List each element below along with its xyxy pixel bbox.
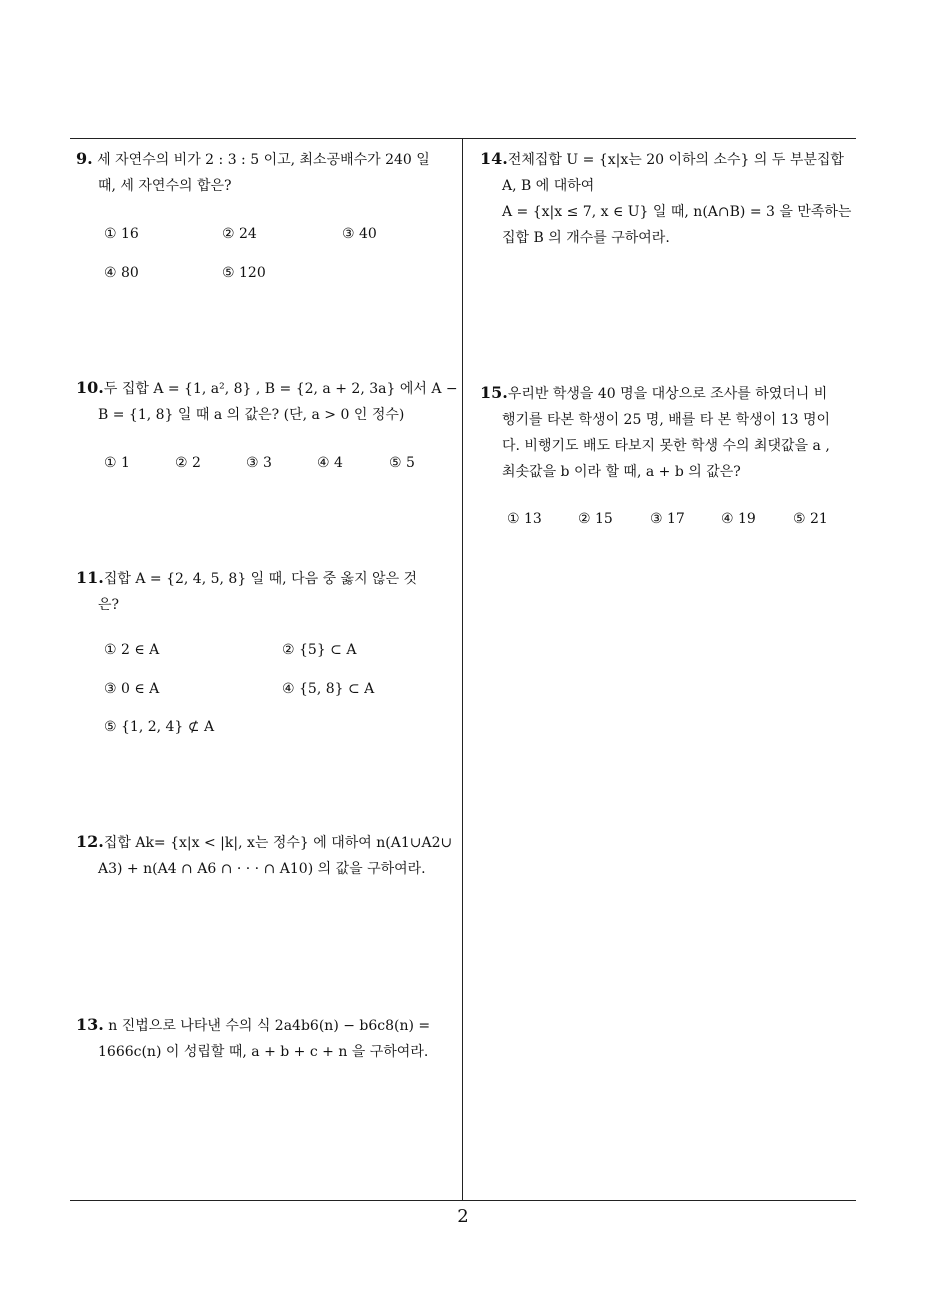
question-13 [76,1012,458,1065]
question-number: 9. [76,149,93,168]
question-12 [76,829,458,882]
question-number: 11. [76,568,104,587]
question-14 [480,146,860,251]
option-3: ③ 40 [342,226,377,242]
option-4: ④ 4 [317,455,343,471]
question-text: 집합 A = {2, 4, 5, 8} 일 때, 다음 중 옳지 않은 것 [103,571,418,587]
bottom-rule [70,1200,856,1201]
question-text: A, B 에 대하여 [502,178,595,194]
question-text: n 진법으로 나타낸 수의 식 2a4b6(n) − b6c8(n) = [108,1018,431,1034]
top-rule [70,138,856,139]
question-text: 은? [98,597,120,613]
question-text: 때, 세 자연수의 합은? [98,178,232,194]
option-1: ① 2 ∈ A [104,642,160,658]
option-2: ② 24 [222,226,257,242]
question-text: 최솟값을 b 이라 할 때, a + b 의 값은? [502,464,741,480]
option-3: ③ 3 [246,455,272,471]
question-text: 전체집합 U = {x|x는 20 이하의 소수} 의 두 부분집합 [507,152,844,168]
question-text: 집합 Ak= {x|x < |k|, x는 정수} 에 대하여 n(A1∪A2∪ [103,835,453,851]
option-4: ④ {5, 8} ⊂ A [282,681,375,697]
question-text: A3) + n(A4 ∩ A6 ∩ · · · ∩ A10) 의 값을 구하여라. [98,861,426,877]
option-3: ③ 0 ∈ A [104,681,160,697]
question-11 [76,565,458,618]
option-2: ② 2 [175,455,201,471]
question-text: B = {1, 8} 일 때 a 의 값은? (단, a > 0 인 정수) [98,407,405,423]
option-4: ④ 19 [721,511,756,527]
question-number: 15. [480,383,508,402]
option-5: ⑤ 120 [222,265,266,281]
option-2: ② {5} ⊂ A [282,642,357,658]
question-number: 14. [480,149,508,168]
question-text: 우리반 학생을 40 명을 대상으로 조사를 하였더니 비 [507,386,828,402]
option-5: ⑤ 5 [389,455,415,471]
question-text: 집합 B 의 개수를 구하여라. [502,230,670,246]
column-divider [462,139,463,1201]
question-number: 12. [76,832,104,851]
option-1: ① 16 [104,226,139,242]
option-1: ① 1 [104,455,130,471]
question-15 [480,380,860,485]
option-5: ⑤ 21 [793,511,828,527]
question-text: 두 집합 A = {1, a², 8} , B = {2, a + 2, 3a} 에서 A − [103,381,458,397]
question-10 [76,375,458,428]
question-text: 1666c(n) 이 성립할 때, a + b + c + n 을 구하여라. [98,1044,429,1060]
question-text: 행기를 타본 학생이 25 명, 배를 타 본 학생이 13 명이 [502,412,831,428]
question-text: 세 자연수의 비가 2 : 3 : 5 이고, 최소공배수가 240 일 [97,152,430,168]
option-3: ③ 17 [650,511,685,527]
option-4: ④ 80 [104,265,139,281]
page-number: 2 [457,1206,469,1227]
option-1: ① 13 [507,511,542,527]
option-2: ② 15 [578,511,613,527]
option-5: ⑤ {1, 2, 4} ⊄ A [104,719,215,735]
question-9 [76,146,458,199]
question-number: 10. [76,378,104,397]
question-number: 13. [76,1015,104,1034]
question-text: A = {x|x ≤ 7, x ∈ U} 일 때, n(A∩B) = 3 을 만족하는 [502,204,852,220]
question-text: 다. 비행기도 배도 타보지 못한 학생 수의 최댓값을 a , [502,438,830,454]
